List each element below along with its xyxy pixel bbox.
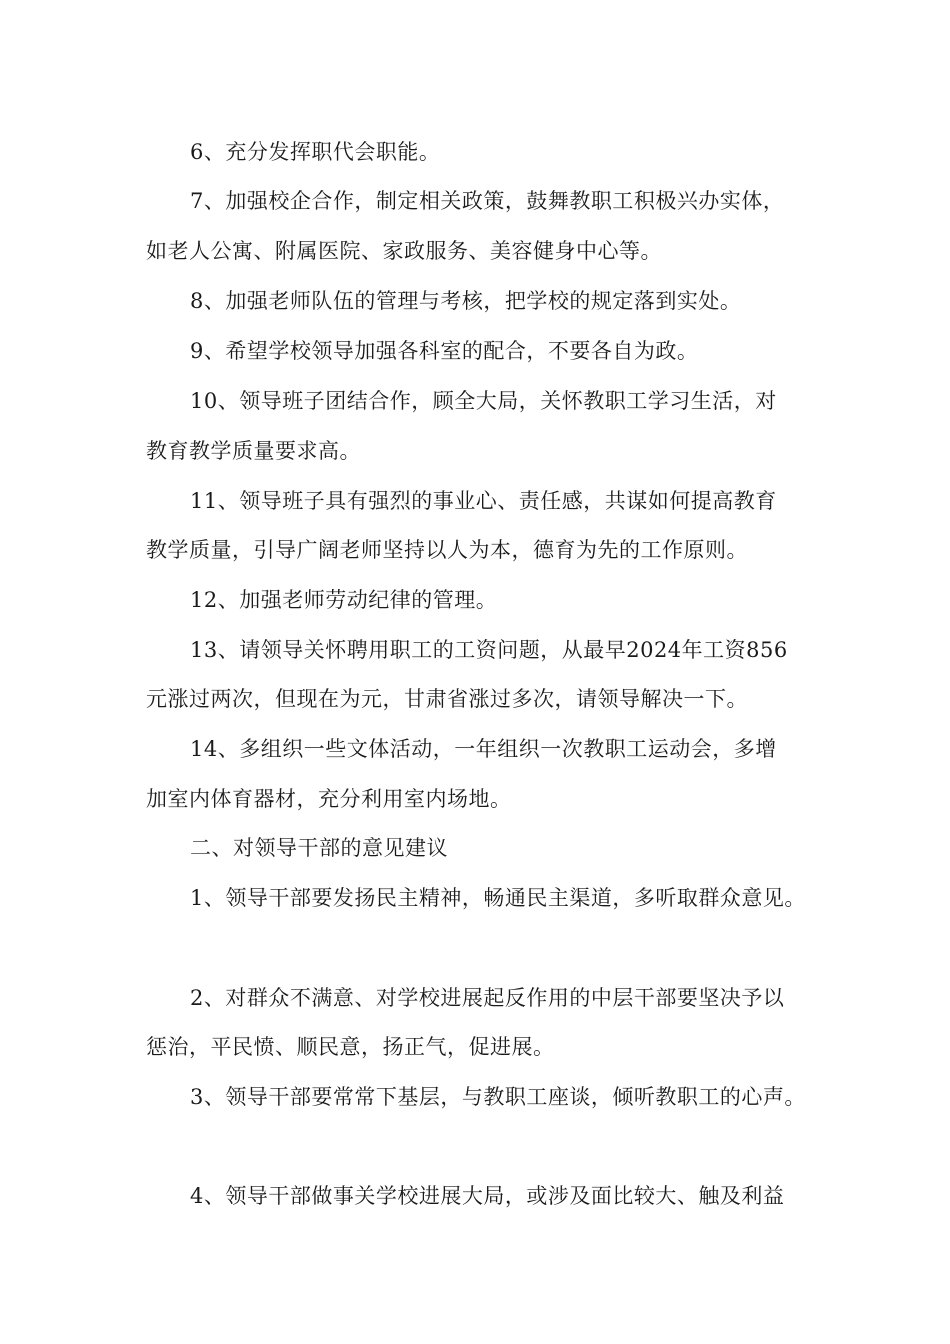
section2-item-1: 1、领导干部要发扬民主精神，畅通民主渠道，多听取群众意见。 xyxy=(190,886,806,910)
paragraph-6: 6、充分发挥职代会职能。 xyxy=(190,140,441,164)
paragraph-12: 12、加强老师劳动纪律的管理。 xyxy=(190,588,498,612)
paragraph-8: 8、加强老师队伍的管理与考核，把学校的规定落到实处。 xyxy=(190,289,742,313)
paragraph-14-line-1: 14、多组织一些文体活动，一年组织一次教职工运动会，多增 xyxy=(190,737,777,761)
paragraph-13-line-1: 13、请领导关怀聘用职工的工资问题，从最早2024年工资856 xyxy=(190,638,788,662)
section2-item-3: 3、领导干部要常常下基层，与教职工座谈，倾听教职工的心声。 xyxy=(190,1085,806,1109)
section2-item-4: 4、领导干部做事关学校进展大局，或涉及面比较大、触及利益 xyxy=(190,1184,785,1208)
paragraph-13-line-2: 元涨过两次，但现在为元，甘肃省涨过多次，请领导解决一下。 xyxy=(146,687,748,711)
paragraph-11-line-2: 教学质量，引导广阔老师坚持以人为本，德育为先的工作原则。 xyxy=(146,538,748,562)
section2-item-2-line-2: 惩治，平民愤、顺民意，扬正气，促进展。 xyxy=(146,1035,555,1059)
paragraph-7-line-1: 7、加强校企合作，制定相关政策，鼓舞教职工积极兴办实体， xyxy=(190,189,785,213)
paragraph-14-line-2: 加室内体育器材，充分利用室内场地。 xyxy=(146,787,512,811)
paragraph-7-line-2: 如老人公寓、附属医院、家政服务、美容健身中心等。 xyxy=(146,239,662,263)
paragraph-10-line-2: 教育教学质量要求高。 xyxy=(146,439,361,463)
section-heading-2: 二、对领导干部的意见建议 xyxy=(190,836,448,860)
paragraph-9: 9、希望学校领导加强各科室的配合，不要各自为政。 xyxy=(190,339,699,363)
section2-item-2-line-1: 2、对群众不满意、对学校进展起反作用的中层干部要坚决予以 xyxy=(190,986,785,1010)
paragraph-11-line-1: 11、领导班子具有强烈的事业心、责任感，共谋如何提高教育 xyxy=(190,489,777,513)
paragraph-10-line-1: 10、领导班子团结合作，顾全大局，关怀教职工学习生活，对 xyxy=(190,389,777,413)
